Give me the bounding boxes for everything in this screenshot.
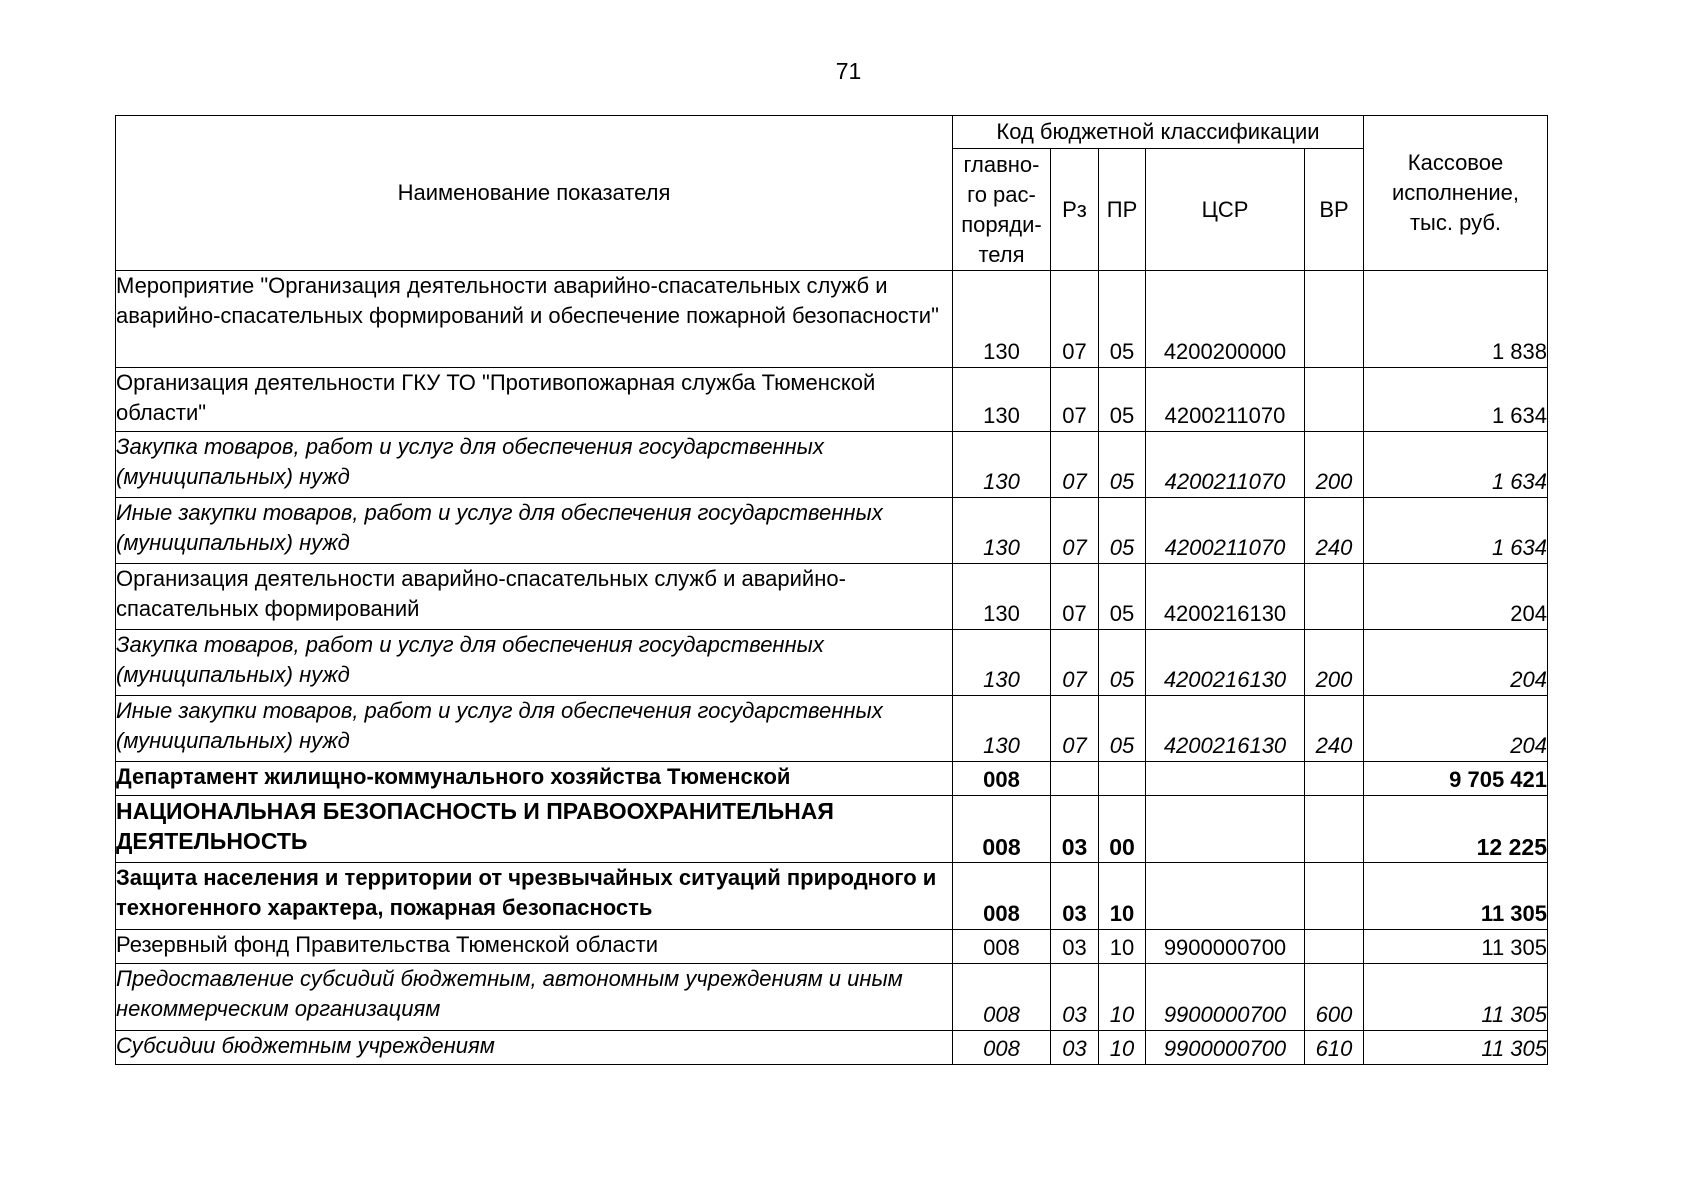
cell-pr: 05 — [1099, 498, 1146, 564]
cell-csr: 4200211070 — [1146, 432, 1305, 498]
table-row — [116, 964, 1548, 1031]
cell-grbs: 130 — [953, 630, 1051, 696]
cell-amount: 11 305 — [1364, 863, 1548, 930]
cell-rz: 07 — [1051, 432, 1099, 498]
cell-csr: 9900000700 — [1146, 964, 1305, 1031]
cell-name: Предоставление субсидий бюджетным, автономным учреждениям и иным некоммерческим организациям — [116, 964, 953, 1031]
cell-pr: 10 — [1099, 863, 1146, 930]
cell-vr: 200 — [1305, 630, 1364, 696]
table-row — [116, 1031, 1548, 1065]
table-row — [116, 630, 1548, 696]
cell-pr: 10 — [1099, 964, 1146, 1031]
table-row — [116, 271, 1548, 368]
cell-vr — [1305, 796, 1364, 863]
cell-rz: 07 — [1051, 271, 1099, 368]
cell-grbs: 008 — [953, 930, 1051, 964]
cell-vr — [1305, 863, 1364, 930]
cell-pr — [1099, 762, 1146, 796]
cell-rz: 07 — [1051, 368, 1099, 432]
cell-csr — [1146, 762, 1305, 796]
cell-csr — [1146, 796, 1305, 863]
header-grbs: главно-го рас-поряди-теля — [953, 149, 1051, 271]
cell-name: Закупка товаров, работ и услуг для обеспечения государственных (муниципальных) нужд — [116, 432, 953, 498]
cell-name: НАЦИОНАЛЬНАЯ БЕЗОПАСНОСТЬ И ПРАВООХРАНИТЕЛЬНАЯ ДЕЯТЕЛЬНОСТЬ — [116, 796, 953, 863]
cell-rz: 07 — [1051, 630, 1099, 696]
cell-amount: 1 838 — [1364, 271, 1548, 368]
cell-rz: 03 — [1051, 1031, 1099, 1065]
cell-amount: 204 — [1364, 630, 1548, 696]
cell-csr: 4200211070 — [1146, 498, 1305, 564]
page-number: 71 — [835, 58, 862, 84]
cell-vr — [1305, 368, 1364, 432]
cell-rz — [1051, 762, 1099, 796]
cell-name: Департамент жилищно-коммунального хозяйства Тюменской — [116, 762, 953, 796]
header-pr: ПР — [1099, 149, 1146, 271]
cell-rz: 07 — [1051, 564, 1099, 630]
header-name: Наименование показателя — [116, 116, 953, 271]
table-row — [116, 498, 1548, 564]
cell-grbs: 008 — [953, 796, 1051, 863]
cell-amount: 1 634 — [1364, 368, 1548, 432]
cell-amount: 204 — [1364, 564, 1548, 630]
cell-name: Защита населения и территории от чрезвычайных ситуаций природного и техногенного характера, пожарная безопасность — [116, 863, 953, 930]
cell-grbs: 130 — [953, 432, 1051, 498]
cell-csr — [1146, 863, 1305, 930]
cell-vr: 200 — [1305, 432, 1364, 498]
table-row — [116, 696, 1548, 762]
cell-pr: 05 — [1099, 432, 1146, 498]
cell-vr — [1305, 762, 1364, 796]
header-csr: ЦСР — [1146, 149, 1305, 271]
cell-grbs: 008 — [953, 863, 1051, 930]
cell-grbs: 130 — [953, 498, 1051, 564]
cell-rz: 03 — [1051, 930, 1099, 964]
cell-vr — [1305, 564, 1364, 630]
cell-grbs: 130 — [953, 368, 1051, 432]
cell-amount: 12 225 — [1364, 796, 1548, 863]
cell-rz: 03 — [1051, 964, 1099, 1031]
table-row — [116, 863, 1548, 930]
cell-name: Закупка товаров, работ и услуг для обеспечения государственных (муниципальных) нужд — [116, 630, 953, 696]
cell-csr: 4200216130 — [1146, 564, 1305, 630]
table-row — [116, 796, 1548, 863]
cell-pr: 10 — [1099, 1031, 1146, 1065]
budget-table — [115, 115, 1548, 1065]
cell-name: Организация деятельности аварийно-спасательных служб и аварийно-спасательных формирований — [116, 564, 953, 630]
header-amount: Кассовое исполнение, тыс. руб. — [1364, 116, 1548, 271]
cell-amount: 11 305 — [1364, 1031, 1548, 1065]
cell-amount: 204 — [1364, 696, 1548, 762]
cell-amount: 9 705 421 — [1364, 762, 1548, 796]
cell-vr — [1305, 930, 1364, 964]
cell-csr: 4200211070 — [1146, 368, 1305, 432]
cell-vr — [1305, 271, 1364, 368]
cell-vr: 240 — [1305, 498, 1364, 564]
cell-csr: 4200216130 — [1146, 696, 1305, 762]
header-rz: Рз — [1051, 149, 1099, 271]
cell-grbs: 130 — [953, 696, 1051, 762]
cell-rz: 03 — [1051, 863, 1099, 930]
header-vr: ВР — [1305, 149, 1364, 271]
cell-grbs: 008 — [953, 762, 1051, 796]
cell-csr: 4200216130 — [1146, 630, 1305, 696]
cell-grbs: 008 — [953, 964, 1051, 1031]
cell-amount: 1 634 — [1364, 432, 1548, 498]
cell-pr: 05 — [1099, 368, 1146, 432]
cell-rz: 07 — [1051, 696, 1099, 762]
table-header — [116, 116, 1548, 271]
table-row — [116, 930, 1548, 964]
cell-pr: 00 — [1099, 796, 1146, 863]
cell-grbs: 008 — [953, 1031, 1051, 1065]
cell-amount: 11 305 — [1364, 964, 1548, 1031]
table-row — [116, 762, 1548, 796]
cell-name: Иные закупки товаров, работ и услуг для обеспечения государственных (муниципальных) нужд — [116, 696, 953, 762]
cell-rz: 07 — [1051, 498, 1099, 564]
header-kbk: Код бюджетной классификации — [953, 116, 1364, 149]
cell-pr: 10 — [1099, 930, 1146, 964]
cell-name: Иные закупки товаров, работ и услуг для обеспечения государственных (муниципальных) нужд — [116, 498, 953, 564]
cell-pr: 05 — [1099, 696, 1146, 762]
cell-grbs: 130 — [953, 271, 1051, 368]
cell-pr: 05 — [1099, 630, 1146, 696]
cell-csr: 9900000700 — [1146, 930, 1305, 964]
cell-csr: 4200200000 — [1146, 271, 1305, 368]
table-body — [116, 271, 1548, 1065]
cell-rz: 03 — [1051, 796, 1099, 863]
cell-csr: 9900000700 — [1146, 1031, 1305, 1065]
cell-pr: 05 — [1099, 271, 1146, 368]
cell-vr: 600 — [1305, 964, 1364, 1031]
cell-vr: 610 — [1305, 1031, 1364, 1065]
cell-name: Резервный фонд Правительства Тюменской области — [116, 930, 953, 964]
cell-amount: 1 634 — [1364, 498, 1548, 564]
cell-pr: 05 — [1099, 564, 1146, 630]
cell-name: Субсидии бюджетным учреждениям — [116, 1031, 953, 1065]
cell-name: Мероприятие "Организация деятельности аварийно-спасательных служб и аварийно-спасательных формирований и обеспечение пожарной безопасности" — [116, 271, 953, 368]
cell-name: Организация деятельности ГКУ ТО "Противопожарная служба Тюменской области" — [116, 368, 953, 432]
table-row — [116, 368, 1548, 432]
cell-vr: 240 — [1305, 696, 1364, 762]
cell-amount: 11 305 — [1364, 930, 1548, 964]
cell-grbs: 130 — [953, 564, 1051, 630]
table-row — [116, 432, 1548, 498]
table-row — [116, 564, 1548, 630]
